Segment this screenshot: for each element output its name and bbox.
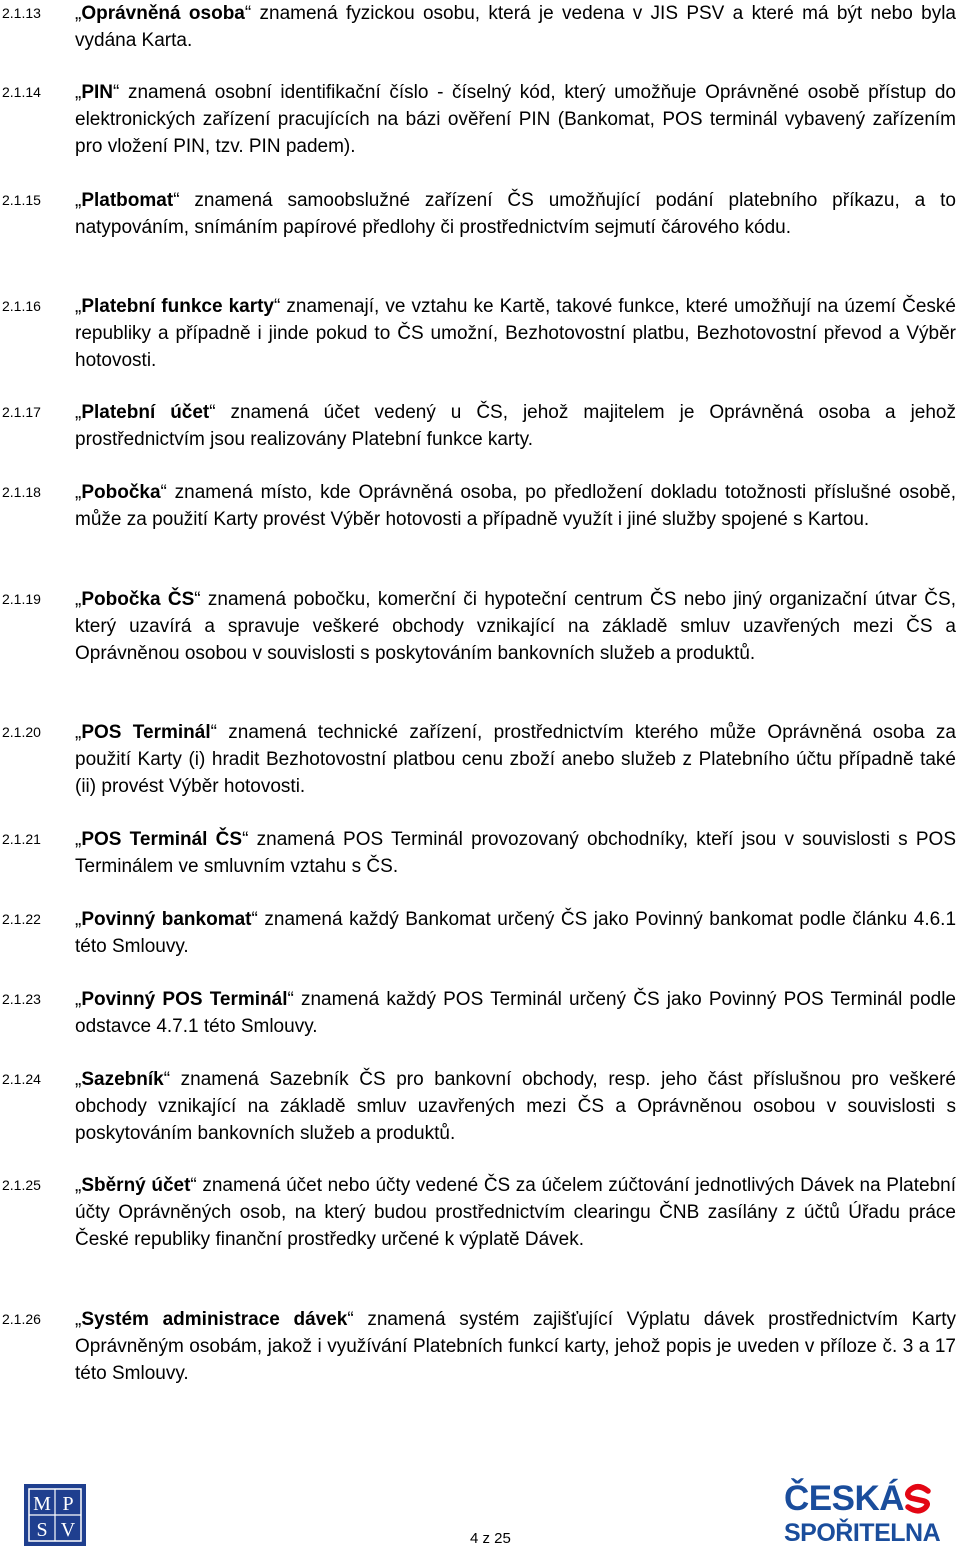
mpsv-letter-v: V (60, 1519, 76, 1541)
defined-term: PIN (81, 82, 114, 103)
definition-text: znamená technické zařízení, prostřednictvím kterého může Oprávněná osoba za použití Karty (i) hradit Bezhotovostní platbou cenu zboží anebo služeb z Platebního účtu případně také (ii) provést Výběr hotovosti. (75, 722, 956, 797)
definition-text: znamená účet nebo účty vedené ČS za účelem zúčtování jednotlivých Dávek na Platební účty Oprávněných osob, na který budou prostřednictvím clearingu ČNB zasílány z účtů Úřadu práce České republiky finanční prostředky určené k výplatě Dávek. (75, 1175, 956, 1250)
definition-text: znamená Sazebník ČS pro bankovní obchody, resp. jeho část příslušnou pro veškeré obchody vznikající na základě smluv uzavřených mezi ČS a Oprávněnou osobou v souvislosti s poskytováním bankovních služeb a produktů. (75, 1069, 956, 1144)
definition-text: znamená systém zajišťující Výplatu dávek prostřednictvím Karty Oprávněným osobám, jakož i využívání Platebních funkcí karty, jehož popis je uveden v příloze č. 3 a 17 této Smlouvy. (75, 1309, 956, 1384)
defined-term: Sazebník (81, 1069, 164, 1090)
definition-text: znamená pobočku, komerční či hypoteční centrum ČS nebo jiný organizační útvar ČS, který uzavírá a spravuje veškeré obchody vznikající na základě smluv uzavřených mezi ČS a Oprávněnou osobou v souvislosti s poskytováním bankovních služeb a produktů. (75, 589, 956, 664)
defined-term: Pobočka ČS (81, 589, 195, 610)
clause-number: 2.1.24 (2, 1071, 41, 1087)
defined-term: POS Terminál (81, 722, 211, 743)
ceska-sporitelna-mark-icon (902, 1483, 934, 1515)
definition-text: znamená fyzickou osobu, která je vedena v JIS PSV a které má být nebo byla vydána Karta. (75, 3, 956, 51)
defined-term: Sběrný účet (81, 1175, 191, 1196)
clause-number: 2.1.20 (2, 724, 41, 740)
definition-text: znamená POS Terminál provozovaný obchodníky, kteří jsou v souvislosti s POS Terminálem ve smluvním vztahu s ČS. (75, 829, 956, 877)
clause-number: 2.1.14 (2, 84, 41, 100)
clause-number: 2.1.26 (2, 1311, 41, 1327)
definition-text: znamená samoobslužné zařízení ČS umožňující podání platebního příkazu, a to natypováním, snímáním papírové předlohy či prostřednictvím sejmutí čárového kódu. (75, 190, 956, 238)
defined-term: POS Terminál ČS (81, 829, 243, 850)
definition-text: znamená každý Bankomat určený ČS jako Povinný bankomat podle článku 4.6.1 této Smlouvy. (75, 909, 957, 957)
clause-number: 2.1.22 (2, 911, 41, 927)
defined-term: Systém administrace dávek (81, 1309, 348, 1330)
clause-number: 2.1.16 (2, 298, 41, 314)
mpsv-letter-p: P (62, 1493, 74, 1515)
clause-number: 2.1.17 (2, 404, 41, 420)
defined-term: Oprávněná osoba (81, 3, 245, 24)
definition-text: znamená místo, kde Oprávněná osoba, po předložení dokladu totožnosti příslušné osobě, může za použití Karty provést Výběr hotovosti a případně využít i jiné služby spojené s Kartou. (75, 482, 956, 530)
clause-number: 2.1.13 (2, 5, 41, 21)
ceska-sporitelna-logo (784, 1479, 941, 1547)
definition-text: znamená osobní identifikační číslo - číselný kód, který umožňuje Oprávněné osobě přístup do elektronických zařízení pracujících na bázi ověření PIN (Bankomat, POS terminál vybavený zařízením pro vložení PIN, tzv. PIN padem). (75, 82, 956, 157)
mpsv-logo-icon (26, 1486, 84, 1544)
mpsv-letter-m: M (33, 1493, 51, 1515)
defined-term: Platební účet (81, 402, 210, 423)
logo-text-line1: ČESKÁ (784, 1479, 905, 1518)
clause-number: 2.1.21 (2, 831, 41, 847)
logo-text-line2: SPOŘITELNA (784, 1519, 941, 1547)
clause-number: 2.1.23 (2, 991, 41, 1007)
definition-text: znamená každý POS Terminál určený ČS jako Povinný POS Terminál podle odstavce 4.7.1 této Smlouvy. (75, 989, 956, 1037)
page-number: 4 z 25 (470, 1530, 511, 1547)
clause-number: 2.1.18 (2, 484, 41, 500)
defined-term: Platební funkce karty (81, 296, 274, 317)
page-footer (0, 1470, 960, 1552)
clause-number: 2.1.15 (2, 192, 41, 208)
defined-term: Platbomat (81, 190, 174, 211)
defined-term: Povinný bankomat (81, 909, 252, 930)
definition-text: znamenají, ve vztahu ke Kartě, takové funkce, které umožňují na území České republiky a případně i jinde pokud to ČS umožní, Bezhotovostní platbu, Bezhotovostní převod a Výběr hotovosti. (75, 296, 956, 371)
defined-term: Pobočka (81, 482, 161, 503)
definition-text: znamená účet vedený u ČS, jehož majitelem je Oprávněná osoba a jehož prostřednictvím jsou realizovány Platební funkce karty. (75, 402, 956, 450)
clause-number: 2.1.25 (2, 1177, 41, 1193)
clause-number: 2.1.19 (2, 591, 41, 607)
mpsv-letter-s: S (36, 1519, 48, 1541)
defined-term: Povinný POS Terminál (81, 989, 288, 1010)
mpsv-logo (24, 1484, 86, 1546)
